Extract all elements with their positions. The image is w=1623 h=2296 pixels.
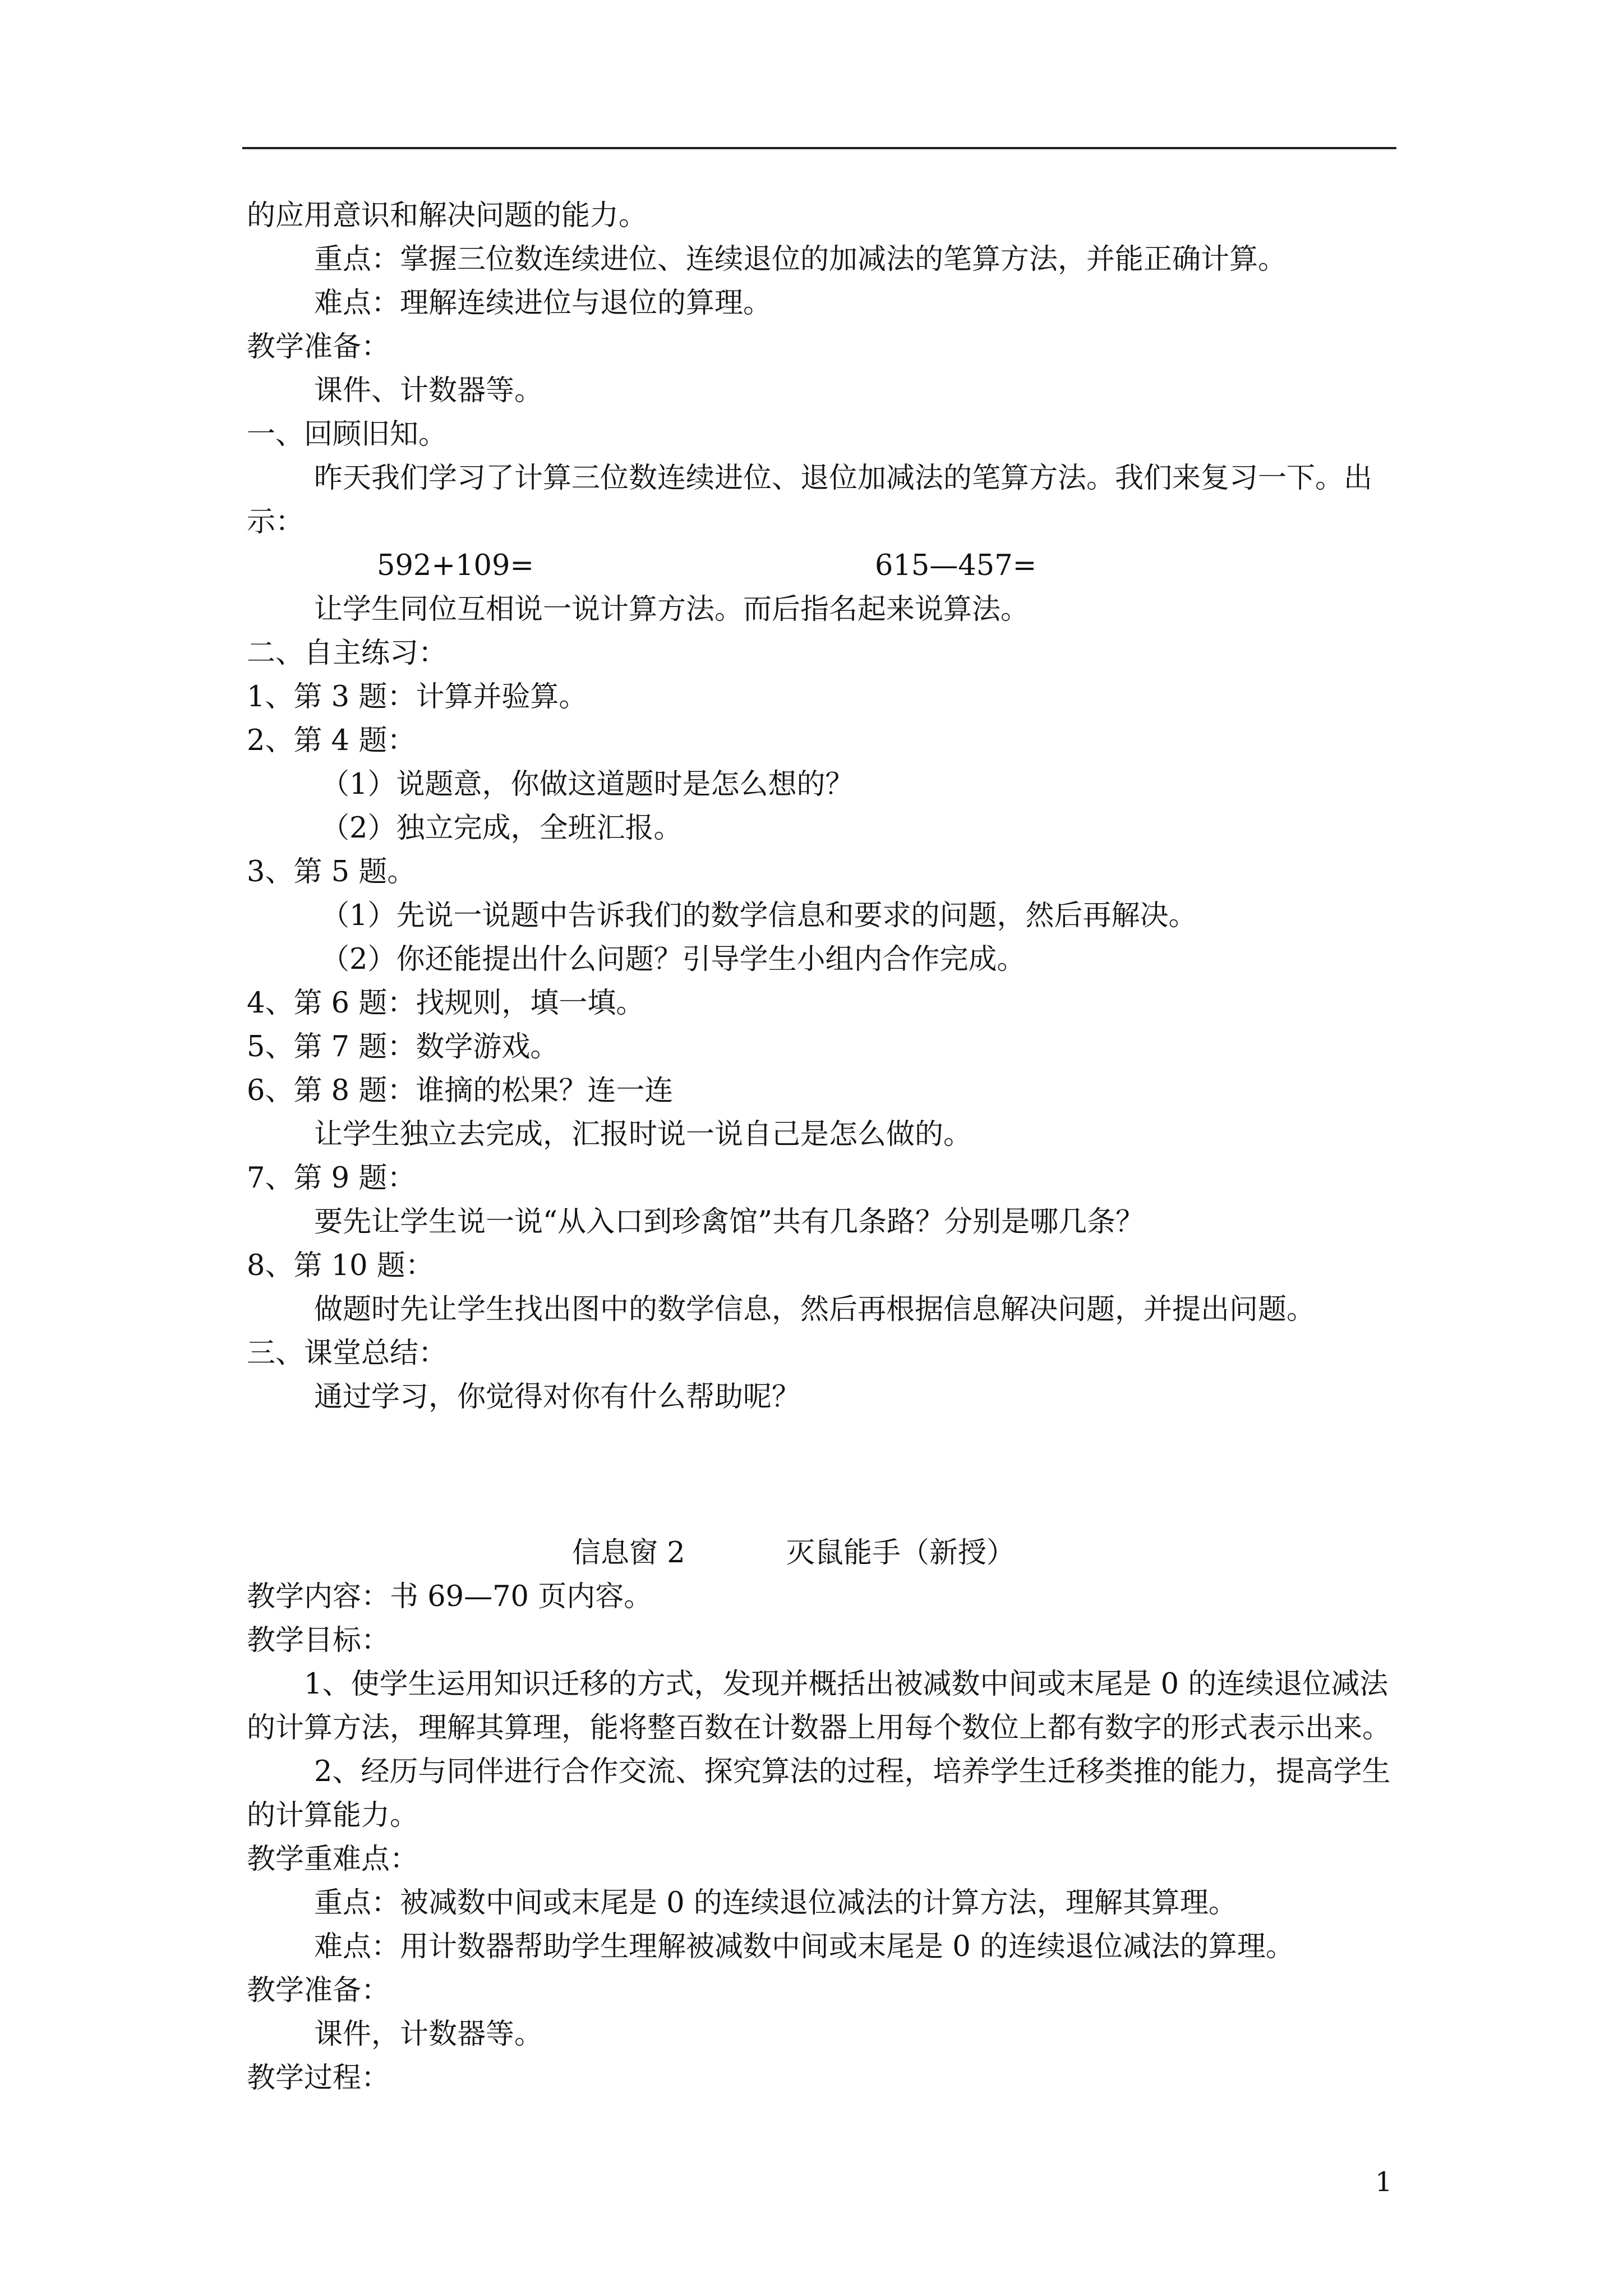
text-line: 昨天我们学习了计算三位数连续进位、退位加减法的笔算方法。我们来复习一下。出	[314, 462, 1373, 495]
equation-1: 592+109=	[377, 549, 534, 582]
section-heading: 教学目标：	[247, 1624, 390, 1657]
section-heading: 教学过程：	[247, 2062, 390, 2095]
list-item: 7、第 9 题：	[247, 1162, 416, 1195]
text-line: 的应用意识和解决问题的能力。	[247, 199, 648, 232]
text-line: 课件、计数器等。	[314, 374, 543, 407]
sub-item: （1）先说一说题中告诉我们的数学信息和要求的问题，然后再解决。	[321, 899, 1197, 932]
text-line: 难点：用计数器帮助学生理解被减数中间或末尾是 0 的连续退位减法的算理。	[314, 1930, 1294, 1963]
list-item: 3、第 5 题。	[247, 855, 416, 889]
section-heading: 一、回顾旧知。	[247, 418, 448, 451]
equation-2: 615—457=	[875, 549, 1037, 582]
sub-item: （2）独立完成，全班汇报。	[321, 812, 683, 845]
text-line: 的计算能力。	[247, 1799, 419, 1832]
sub-item: （2）你还能提出什么问题？引导学生小组内合作完成。	[321, 943, 1026, 976]
text-line: 重点：被减数中间或末尾是 0 的连续退位减法的计算方法，理解其算理。	[314, 1887, 1237, 1920]
text-line: 1、使学生运用知识迁移的方式，发现并概括出被减数中间或末尾是 0 的连续退位减法	[304, 1668, 1389, 1701]
lesson-title: 灭鼠能手（新授）	[786, 1536, 1016, 1570]
page-number: 1	[1375, 2166, 1393, 2198]
list-item: 2、第 4 题：	[247, 724, 416, 757]
text-line: 重点：掌握三位数连续进位、连续退位的加减法的笔算方法，并能正确计算。	[314, 243, 1287, 276]
text-line: 做题时先让学生找出图中的数学信息，然后再根据信息解决问题，并提出问题。	[314, 1293, 1316, 1326]
text-line: 的计算方法，理解其算理，能将整百数在计数器上用每个数位上都有数字的形式表示出来。	[247, 1711, 1391, 1745]
section-heading: 三、课堂总结：	[247, 1337, 448, 1370]
list-item: 4、第 6 题：找规则，填一填。	[247, 987, 645, 1020]
text-line: 难点：理解连续进位与退位的算理。	[314, 287, 772, 320]
header-rule	[242, 147, 1396, 149]
list-item: 5、第 7 题：数学游戏。	[247, 1030, 559, 1064]
list-item: 1、第 3 题：计算并验算。	[247, 680, 588, 714]
list-item: 8、第 10 题：	[247, 1249, 434, 1282]
text-line: 2、经历与同伴进行合作交流、探究算法的过程，培养学生迁移类推的能力，提高学生	[314, 1755, 1391, 1788]
text-line: 让学生独立去完成，汇报时说一说自己是怎么做的。	[314, 1118, 972, 1151]
section-heading: 教学准备：	[247, 1974, 390, 2007]
section-heading: 教学重难点：	[247, 1843, 419, 1876]
text-line: 要先让学生说一说“从入口到珍禽馆”共有几条路？分别是哪几条？	[314, 1205, 1145, 1239]
text-line: 教学内容：书 69—70 页内容。	[247, 1580, 653, 1613]
text-line: 让学生同位互相说一说计算方法。而后指名起来说算法。	[314, 593, 1030, 626]
list-item: 6、第 8 题：谁摘的松果？连一连	[247, 1074, 674, 1107]
section-heading: 二、自主练习：	[247, 637, 448, 670]
section-heading: 教学准备：	[247, 330, 390, 364]
text-line: 通过学习，你觉得对你有什么帮助呢？	[314, 1381, 801, 1414]
lesson-title-window: 信息窗 2	[572, 1536, 685, 1570]
sub-item: （1）说题意，你做这道题时是怎么想的？	[321, 768, 854, 801]
text-line: 示：	[247, 505, 305, 539]
text-line: 课件，计数器等。	[314, 2018, 543, 2051]
